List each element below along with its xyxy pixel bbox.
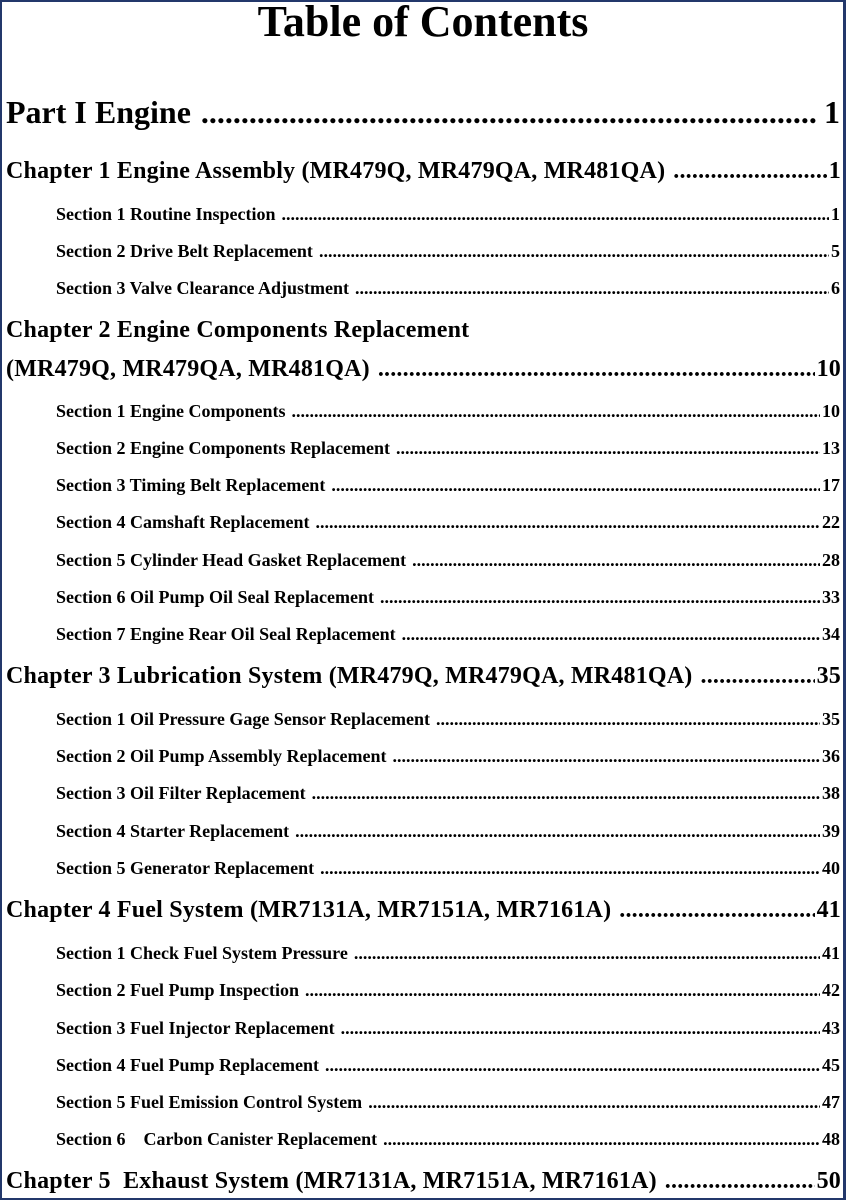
- toc-page-number: 38: [822, 783, 840, 803]
- toc-leader-dots: [295, 820, 820, 842]
- toc-section-entry[interactable]: [56, 240, 840, 262]
- toc-section-label: Section 1 Routine Inspection: [56, 204, 276, 224]
- toc-section-entry[interactable]: [56, 708, 840, 730]
- toc-section-label: Section 2 Engine Components Replacement: [56, 438, 390, 458]
- toc-chapter-label: Chapter 1 Engine Assembly (MR479Q, MR479QA, MR481QA): [6, 158, 666, 184]
- toc-leader-dots: [383, 1128, 820, 1150]
- toc-page-number: 42: [822, 980, 840, 1000]
- toc-section-entry[interactable]: [56, 1128, 840, 1150]
- toc-page-number: 33: [822, 587, 840, 607]
- toc-leader-dots: [665, 1167, 815, 1195]
- toc-section-label: Section 4 Starter Replacement: [56, 821, 290, 841]
- toc-leader-dots: [325, 1054, 820, 1076]
- toc-section-entry[interactable]: [56, 203, 840, 225]
- toc-leader-dots: [393, 745, 821, 767]
- toc-section-label: Section 2 Fuel Pump Inspection: [56, 980, 300, 1000]
- toc-chapter-label: Chapter 4 Fuel System (MR7131A, MR7151A, MR7161A): [6, 897, 612, 923]
- toc-leader-dots: [673, 157, 827, 185]
- toc-page-number: 1: [831, 204, 840, 224]
- toc-page-number: 39: [822, 821, 840, 841]
- toc-page-number: 35: [816, 663, 841, 689]
- toc-section-entry[interactable]: [56, 437, 840, 459]
- toc-page-number: 34: [822, 624, 840, 644]
- toc-leader-dots: [380, 586, 820, 608]
- toc-section-label: Section 4 Fuel Pump Replacement: [56, 1055, 319, 1075]
- toc-section-label: Section 6 Carbon Canister Replacement: [56, 1129, 378, 1149]
- toc-section-entry[interactable]: [56, 511, 840, 533]
- toc-leader-dots: [341, 1017, 820, 1039]
- toc-page-number: 10: [822, 401, 840, 421]
- toc-section-entry[interactable]: [56, 1054, 840, 1076]
- toc-section-entry[interactable]: [56, 1017, 840, 1039]
- toc-section-entry[interactable]: [56, 820, 840, 842]
- toc-section-entry[interactable]: [56, 586, 840, 608]
- toc-leader-dots: [312, 782, 820, 804]
- toc-section-label: Section 3 Timing Belt Replacement: [56, 475, 326, 495]
- toc-section-label: Section 2 Drive Belt Replacement: [56, 241, 313, 261]
- toc-part-entry[interactable]: [6, 94, 840, 130]
- toc-page-number: 50: [816, 1168, 841, 1194]
- toc-leader-dots: [412, 549, 820, 571]
- toc-page-number: 22: [822, 512, 840, 532]
- toc-section-label: Section 4 Camshaft Replacement: [56, 512, 310, 532]
- toc-leader-dots: [331, 474, 820, 496]
- toc-section-label: Section 7 Engine Rear Oil Seal Replacement: [56, 624, 396, 644]
- toc-page-number: 10: [816, 356, 841, 382]
- toc-chapter-label-line1[interactable]: Chapter 2 Engine Components Replacement: [6, 317, 470, 343]
- toc-page-number: 43: [822, 1018, 840, 1038]
- toc-chapter-entry[interactable]: [6, 1167, 841, 1195]
- toc-section-entry[interactable]: [56, 1091, 840, 1113]
- toc-section-label: Section 3 Valve Clearance Adjustment: [56, 278, 349, 298]
- toc-chapter-label: Chapter 5 Exhaust System (MR7131A, MR7151A, MR7161A): [6, 1168, 657, 1194]
- toc-section-entry[interactable]: [56, 942, 840, 964]
- toc-leader-dots: [701, 662, 815, 690]
- toc-part-label: Part I Engine: [6, 94, 191, 130]
- toc-leader-dots: [354, 942, 820, 964]
- toc-page-number: 41: [816, 897, 841, 923]
- toc-leader-dots: [292, 400, 820, 422]
- toc-chapter-entry[interactable]: [6, 355, 841, 383]
- toc-leader-dots: [315, 511, 820, 533]
- toc-page-number: 1: [824, 94, 840, 130]
- toc-page-number: 35: [822, 709, 840, 729]
- toc-leader-dots: [402, 623, 820, 645]
- toc-section-entry[interactable]: [56, 400, 840, 422]
- toc-page-number: 47: [822, 1092, 840, 1112]
- toc-leader-dots: [282, 203, 829, 225]
- toc-section-label: Section 1 Oil Pressure Gage Sensor Replacement: [56, 709, 430, 729]
- toc-chapter-label: (MR479Q, MR479QA, MR481QA): [6, 356, 370, 382]
- toc-section-label: Section 6 Oil Pump Oil Seal Replacement: [56, 587, 374, 607]
- toc-leader-dots: [320, 857, 820, 879]
- page-title: Table of Contents: [257, 0, 589, 46]
- toc-section-label: Section 3 Fuel Injector Replacement: [56, 1018, 335, 1038]
- toc-page-number: 28: [822, 550, 840, 570]
- toc-section-entry[interactable]: [56, 782, 840, 804]
- toc-section-label: Section 5 Generator Replacement: [56, 858, 315, 878]
- toc-leader-dots: [378, 355, 815, 383]
- toc-section-entry[interactable]: [56, 979, 840, 1001]
- toc-leader-dots: [396, 437, 820, 459]
- toc-page-number: 40: [822, 858, 840, 878]
- toc-section-label: Section 1 Check Fuel System Pressure: [56, 943, 348, 963]
- toc-leader-dots: [305, 979, 820, 1001]
- toc-chapter-entry[interactable]: [6, 896, 841, 924]
- toc-page-number: 41: [822, 943, 840, 963]
- toc-page-number: 17: [822, 475, 840, 495]
- toc-page-number: 6: [831, 278, 840, 298]
- toc-section-entry[interactable]: [56, 277, 840, 299]
- toc-section-entry[interactable]: [56, 623, 840, 645]
- toc-page-number: 5: [831, 241, 840, 261]
- toc-page-number: 13: [822, 438, 840, 458]
- toc-section-label: Section 2 Oil Pump Assembly Replacement: [56, 746, 387, 766]
- toc-section-label: Section 3 Oil Filter Replacement: [56, 783, 306, 803]
- toc-section-entry[interactable]: [56, 549, 840, 571]
- toc-page-number: 1: [828, 158, 841, 184]
- toc-section-label: Section 5 Fuel Emission Control System: [56, 1092, 363, 1112]
- toc-section-entry[interactable]: [56, 857, 840, 879]
- toc-leader-dots: [436, 708, 820, 730]
- toc-page-number: 48: [822, 1129, 840, 1149]
- toc-leader-dots: [368, 1091, 820, 1113]
- toc-section-label: Section 5 Cylinder Head Gasket Replacement: [56, 550, 407, 570]
- toc-section-entry[interactable]: [56, 745, 840, 767]
- toc-chapter-label: Chapter 3 Lubrication System (MR479Q, MR479QA, MR481QA): [6, 663, 693, 689]
- toc-section-entry[interactable]: [56, 474, 840, 496]
- toc-section-label: Section 1 Engine Components: [56, 401, 286, 421]
- toc-page-number: 45: [822, 1055, 840, 1075]
- toc-chapter-entry[interactable]: [6, 157, 841, 185]
- toc-leader-dots: [355, 277, 829, 299]
- toc-leader-dots: [201, 94, 818, 130]
- toc-page-number: 36: [822, 746, 840, 766]
- toc-chapter-entry[interactable]: [6, 662, 841, 690]
- toc-leader-dots: [319, 240, 829, 262]
- toc-leader-dots: [619, 896, 814, 924]
